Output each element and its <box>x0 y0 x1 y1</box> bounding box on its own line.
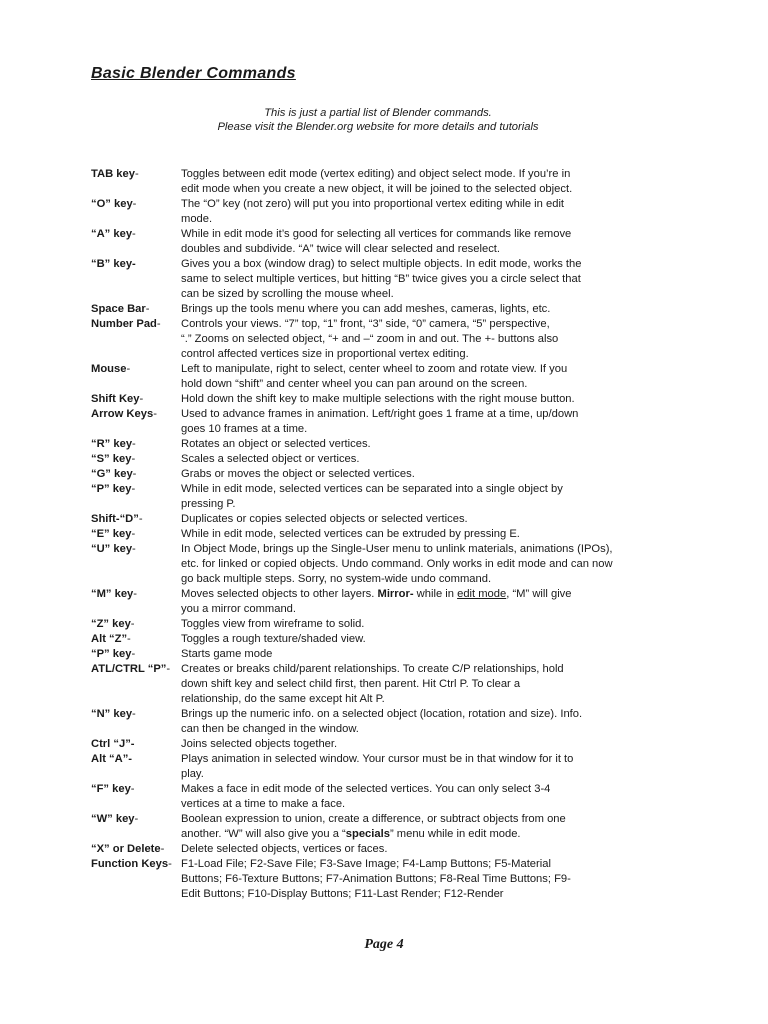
description-line: Grabs or moves the object or selected vertices. <box>181 468 415 480</box>
command-key-label: Alt “Z” <box>91 633 128 645</box>
description-line: hold down “shift” and center wheel you can pan around on the screen. <box>181 378 528 390</box>
description-line: same to select multiple vertices, but hitting “B” twice gives you a circle select that <box>181 273 581 285</box>
command-key: “X” or Delete- <box>91 843 165 855</box>
command-key: “E” key- <box>91 528 136 540</box>
command-row <box>91 707 671 737</box>
command-key-label: “N” key <box>91 708 133 720</box>
description-line: vertices at a time to make a face. <box>181 798 346 810</box>
command-row <box>91 632 671 647</box>
command-key-label: Function Keys <box>91 858 169 870</box>
command-row <box>91 197 671 227</box>
command-description <box>181 737 671 752</box>
command-key-label: “F” key <box>91 783 131 795</box>
command-row <box>91 512 671 527</box>
command-key: Shift Key- <box>91 393 144 405</box>
command-description <box>181 482 671 512</box>
command-row <box>91 257 671 302</box>
command-description <box>181 542 671 587</box>
command-key-label: “B” key- <box>91 258 136 270</box>
command-row <box>91 587 671 617</box>
description-line: F1-Load File; F2-Save File; F3-Save Image; F4-Lamp Buttons; F5-Material <box>181 858 551 870</box>
description-line: you a mirror command. <box>181 603 297 615</box>
description-line: The “O” key (not zero) will put you into proportional vertex editing while in edit <box>181 198 565 210</box>
description-line: control affected vertices size in proportional vertex editing. <box>181 348 469 360</box>
edit-mode-text: edit mode <box>457 588 507 600</box>
command-key: “O” key- <box>91 198 137 210</box>
command-row <box>91 542 671 587</box>
description-line: Edit Buttons; F10-Display Buttons; F11-Last Render; F12-Render <box>181 888 504 900</box>
command-key: “P” key- <box>91 483 136 495</box>
description-line: mode. <box>181 213 213 225</box>
command-description <box>181 842 671 857</box>
intro-line: Please visit the Blender.org website for more details and tutorials <box>217 121 539 133</box>
description-line: While in edit mode, selected vertices can be extruded by pressing E. <box>181 528 520 540</box>
description-line: Starts game mode <box>181 648 273 660</box>
command-key-label: Arrow Keys <box>91 408 154 420</box>
command-description <box>181 647 671 662</box>
command-key: Function Keys- <box>91 858 172 870</box>
command-description <box>181 197 671 227</box>
command-description <box>181 527 671 542</box>
command-key: Mouse- <box>91 363 131 375</box>
command-key <box>91 752 181 767</box>
command-description <box>181 452 671 467</box>
command-description <box>181 407 671 437</box>
command-key-label: “X” or Delete <box>91 843 161 855</box>
command-key-label: “U” key <box>91 543 133 555</box>
command-description <box>181 857 671 902</box>
command-key: “A” key- <box>91 228 136 240</box>
command-key: “R” key- <box>91 438 136 450</box>
description-line: go back multiple steps. Sorry, no system-wide undo command. <box>181 573 492 585</box>
command-description <box>181 362 671 392</box>
command-key-label: ATL/CTRL “P” <box>91 663 167 675</box>
command-key: “M” key- <box>91 588 138 600</box>
description-line: down shift key and select child first, then parent. Hit Ctrl P. To clear a <box>181 678 521 690</box>
description-line: Toggles view from wireframe to solid. <box>181 618 365 630</box>
description-line: Controls your views. “7” top, “1” front, “3” side, “0” camera, “5” perspective, <box>181 318 550 330</box>
page-title: Basic Blender Commands <box>91 65 296 82</box>
description-line: doubles and subdivide. “A” twice will clear selected and reselect. <box>181 243 501 255</box>
command-key-label: “A” key <box>91 228 133 240</box>
command-key: Shift-“D”- <box>91 513 143 525</box>
command-key: Space Bar- <box>91 303 150 315</box>
command-description <box>181 707 671 737</box>
command-description <box>181 317 671 362</box>
command-key-label: “O” key <box>91 198 133 210</box>
description-line: Hold down the shift key to make multiple selections with the right mouse button. <box>181 393 575 405</box>
command-list <box>91 167 671 902</box>
command-row <box>91 407 671 437</box>
command-description <box>181 662 671 707</box>
intro-line: This is just a partial list of Blender commands. <box>264 107 492 119</box>
command-row <box>91 392 671 407</box>
description-line: Creates or breaks child/parent relationships. To create C/P relationships, hold <box>181 663 564 675</box>
description-line: Duplicates or copies selected objects or selected vertices. <box>181 513 468 525</box>
command-row <box>91 437 671 452</box>
description-line: Delete selected objects, vertices or faces. <box>181 843 388 855</box>
command-description <box>181 752 671 782</box>
command-description <box>181 812 671 842</box>
command-key: ATL/CTRL “P”- <box>91 663 171 675</box>
command-key: “Z” key- <box>91 618 135 630</box>
command-row <box>91 842 671 857</box>
command-row <box>91 362 671 392</box>
description-line: “.” Zooms on selected object, “+ and –“ zoom in and out. The +- buttons also <box>181 333 559 345</box>
description-line: pressing P. <box>181 498 236 510</box>
command-description <box>181 632 671 647</box>
command-key-label: Alt “A”- <box>91 753 133 765</box>
description-line: Joins selected objects together. <box>181 738 338 750</box>
description-line: can then be changed in the window. <box>181 723 359 735</box>
command-key-label: “Z” key <box>91 618 131 630</box>
command-key-label: “G” key <box>91 468 133 480</box>
command-row <box>91 617 671 632</box>
description-line: Boolean expression to union, create a difference, or subtract objects from one <box>181 813 566 825</box>
command-key: “P” key- <box>91 648 136 660</box>
page-number: Page 4 <box>364 937 404 952</box>
mirror-label: Mirror- <box>377 588 414 600</box>
description-line: another. “W” will also give you a “specials” menu while in edit mode. <box>181 828 521 840</box>
description-line: Gives you a box (window drag) to select multiple objects. In edit mode, works the <box>181 258 582 270</box>
command-key: Number Pad- <box>91 318 161 330</box>
command-description <box>181 467 671 482</box>
description-line: While in edit mode it’s good for selecting all vertices for commands like remove <box>181 228 572 240</box>
command-key: “S” key- <box>91 453 136 465</box>
command-key: “F” key- <box>91 783 135 795</box>
description-line: In Object Mode, brings up the Single-User menu to unlink materials, animations (IPOs), <box>181 543 613 555</box>
description-line: Used to advance frames in animation. Left/right goes 1 frame at a time, up/down <box>181 408 579 420</box>
description-line: Scales a selected object or vertices. <box>181 453 360 465</box>
command-row <box>91 227 671 257</box>
command-row <box>91 482 671 512</box>
command-description <box>181 617 671 632</box>
command-key: TAB key- <box>91 168 139 180</box>
intro-text <box>0 106 768 134</box>
command-row <box>91 527 671 542</box>
command-row <box>91 752 671 782</box>
command-description <box>181 257 671 302</box>
description-line: Makes a face in edit mode of the selected vertices. You can only select 3-4 <box>181 783 551 795</box>
description-line: While in edit mode, selected vertices can be separated into a single object by <box>181 483 563 495</box>
command-key <box>91 257 181 272</box>
command-key: Alt “Z”- <box>91 633 131 645</box>
description-line: Toggles a rough texture/shaded view. <box>181 633 366 645</box>
command-key: “N” key- <box>91 708 136 720</box>
description-line: Moves selected objects to other layers. Mirror- while in edit mode, “M” will give <box>181 588 572 600</box>
command-key-label: “R” key <box>91 438 133 450</box>
command-key-label: Ctrl “J”- <box>91 738 135 750</box>
specials-label: specials <box>345 828 390 840</box>
command-key-label: Number Pad <box>91 318 157 330</box>
command-key-label: “P” key <box>91 648 132 660</box>
command-description <box>181 302 671 317</box>
description-line: Rotates an object or selected vertices. <box>181 438 371 450</box>
description-line: Buttons; F6-Texture Buttons; F7-Animation Buttons; F8-Real Time Buttons; F9- <box>181 873 571 885</box>
command-description <box>181 167 671 197</box>
command-key <box>91 737 181 752</box>
command-description <box>181 392 671 407</box>
command-key-label: “E” key <box>91 528 132 540</box>
command-key-label: Shift Key <box>91 393 140 405</box>
command-row <box>91 467 671 482</box>
command-key-label: Space Bar <box>91 303 146 315</box>
command-row <box>91 317 671 362</box>
command-row <box>91 857 671 902</box>
command-key-label: “M” key <box>91 588 134 600</box>
description-line: Left to manipulate, right to select, center wheel to zoom and rotate view. If you <box>181 363 568 375</box>
command-row <box>91 737 671 752</box>
description-line: Toggles between edit mode (vertex editing) and object select mode. If you’re in <box>181 168 571 180</box>
command-key-label: “P” key <box>91 483 132 495</box>
command-key: Arrow Keys- <box>91 408 157 420</box>
command-key-label: Shift-“D” <box>91 513 139 525</box>
command-row <box>91 812 671 842</box>
description-line: Brings up the tools menu where you can add meshes, cameras, lights, etc. <box>181 303 551 315</box>
command-key: “U” key- <box>91 543 136 555</box>
description-line: Plays animation in selected window. Your cursor must be in that window for it to <box>181 753 574 765</box>
command-row <box>91 167 671 197</box>
command-key-label: “S” key <box>91 453 132 465</box>
command-key-label: “W” key <box>91 813 135 825</box>
command-description <box>181 587 671 617</box>
command-key: “W” key- <box>91 813 139 825</box>
description-line: etc. for linked or copied objects. Undo command. Only works in edit mode and can now <box>181 558 613 570</box>
command-row <box>91 662 671 707</box>
command-description <box>181 512 671 527</box>
command-description <box>181 227 671 257</box>
command-key-label: TAB key <box>91 168 135 180</box>
description-line: can be sized by scrolling the mouse wheel. <box>181 288 394 300</box>
command-row <box>91 302 671 317</box>
command-key-label: Mouse <box>91 363 127 375</box>
description-line: relationship, do the same except hit Alt P. <box>181 693 385 705</box>
description-line: goes 10 frames at a time. <box>181 423 308 435</box>
command-row <box>91 647 671 662</box>
command-key: “G” key- <box>91 468 137 480</box>
description-line: play. <box>181 768 204 780</box>
command-description <box>181 782 671 812</box>
description-line: Brings up the numeric info. on a selected object (location, rotation and size). Info. <box>181 708 583 720</box>
command-row <box>91 782 671 812</box>
command-row <box>91 452 671 467</box>
command-description <box>181 437 671 452</box>
description-line: edit mode when you create a new object, it will be joined to the selected object. <box>181 183 573 195</box>
